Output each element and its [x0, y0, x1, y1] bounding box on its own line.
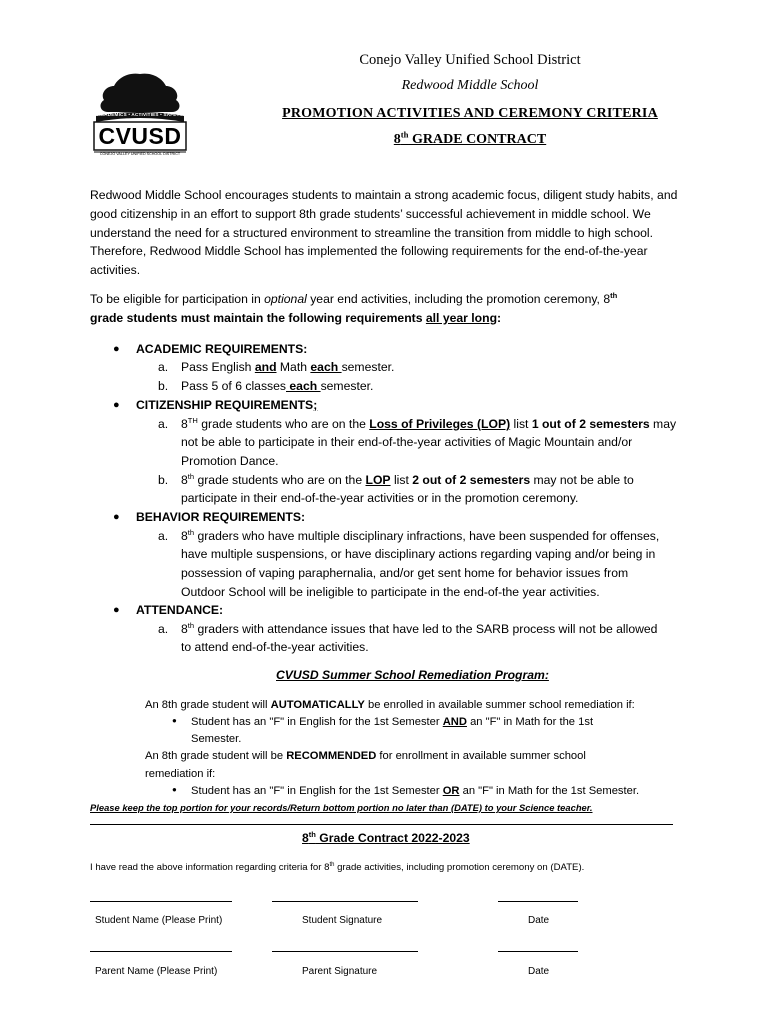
- recommend-text-line2: remediation if:: [145, 768, 216, 780]
- student-name-line[interactable]: [90, 901, 232, 902]
- academic-a-label: a.: [158, 360, 169, 374]
- logo-banner: ACADEMICS • ACTIVITIES • SAFETY: [97, 112, 183, 117]
- bullet-icon: ●: [113, 343, 120, 355]
- summer-school-heading: CVUSD Summer School Remediation Program:: [276, 668, 549, 682]
- academic-heading: ACADEMIC REQUIREMENTS:: [136, 342, 308, 356]
- student-signature-line[interactable]: [272, 901, 418, 902]
- parent-signature-label: Parent Signature: [302, 966, 378, 977]
- citizenship-a-line2: not be able to participate in their end-of-the-year activities of Magic Mountain and/or: [181, 435, 633, 449]
- parent-date-line[interactable]: [498, 951, 578, 952]
- bullet-icon: ●: [113, 511, 120, 523]
- citizenship-a-line3: Promotion Dance.: [181, 454, 279, 468]
- logo-text: CVUSD: [98, 123, 182, 149]
- attendance-heading: ATTENDANCE:: [136, 603, 224, 617]
- citizenship-a-label: a.: [158, 417, 169, 431]
- bullet-icon: ●: [113, 399, 120, 411]
- document-title: PROMOTION ACTIVITIES AND CEREMONY CRITERIA: [282, 106, 658, 121]
- logo-caption: CONEJO VALLEY UNIFIED SCHOOL DISTRICT: [99, 152, 181, 156]
- citizenship-b-label: b.: [158, 473, 169, 487]
- academic-b: Pass 5 of 6 classes each semester.: [181, 379, 374, 393]
- behavior-a: 8th graders who have multiple disciplinary infractions, have been suspended for offenses,: [181, 527, 660, 543]
- student-date-line[interactable]: [498, 901, 578, 902]
- parent-signature-line[interactable]: [272, 951, 418, 952]
- attendance-a-label: a.: [158, 622, 169, 636]
- citizenship-heading: CITIZENSHIP REQUIREMENTS;: [136, 398, 318, 412]
- school-name: Redwood Middle School: [401, 78, 539, 93]
- academic-a: Pass English and Math each semester.: [181, 360, 395, 374]
- student-name-label: Student Name (Please Print): [95, 915, 223, 926]
- district-name: Conejo Valley Unified School District: [359, 52, 581, 68]
- citizenship-a: 8TH grade students who are on the Loss of Privileges (LOP) list 1 out of 2 semesters may: [181, 415, 677, 431]
- acknowledgement-text: I have read the above information regarding criteria for 8th grade activities, including promotion ceremony on (DATE).: [90, 861, 585, 873]
- auto-enroll-text: An 8th grade student will AUTOMATICALLY be enrolled in available summer school remediation if:: [145, 699, 635, 711]
- intro-paragraph: Redwood Middle School encourages students to maintain a strong academic focus, diligent study habits, and good citizenship in an effort to support 8th grade students’ successful achievement in middle school. We understand the need for a structured environment to streamline the transition from middle to high school. Therefore, Redwood Middle School has implemented the following requirements for the end-of-the-year activities.: [90, 188, 678, 278]
- parent-name-label: Parent Name (Please Print): [95, 966, 218, 977]
- recommend-text: An 8th grade student will be RECOMMENDED for enrollment in available summer school: [145, 750, 586, 762]
- attendance-a: 8th graders with attendance issues that have led to the SARB process will not be allowed: [181, 620, 658, 636]
- return-instructions: Please keep the top portion for your records/Return bottom portion no later than (DATE) to your Science teacher.: [90, 802, 593, 813]
- contract-subtitle: 8th GRADE CONTRACT: [393, 129, 547, 147]
- attendance-a-line2: to attend end-of-the-year activities.: [181, 640, 369, 654]
- contract-title: 8th Grade Contract 2022-2023: [302, 829, 470, 845]
- behavior-heading: BEHAVIOR REQUIREMENTS:: [136, 510, 306, 524]
- bullet-icon: ●: [172, 785, 177, 794]
- citizenship-b-line2: participate in their end-of-the-year activities or in the promotion ceremony.: [181, 491, 579, 505]
- behavior-a-line3: possession of vaping paraphernalia, and/or get sent home for behavior issues from: [181, 566, 629, 580]
- parent-date-label: Date: [528, 966, 550, 977]
- citizenship-b: 8th grade students who are on the LOP list 2 out of 2 semesters may not be able to: [181, 471, 634, 487]
- auto-enroll-item-line2: Semester.: [191, 733, 242, 745]
- cvusd-logo: [88, 68, 192, 158]
- auto-enroll-item: Student has an "F" in English for the 1st Semester AND an "F" in Math for the 1st: [191, 716, 594, 728]
- behavior-a-line4: Outdoor School will be ineligible to participate in the end-of-the year activities.: [181, 585, 600, 599]
- cut-line: [90, 824, 673, 825]
- parent-name-line[interactable]: [90, 951, 232, 952]
- behavior-a-line2: have multiple suspensions, or have disciplinary actions regarding vaping and/or being in: [181, 547, 656, 561]
- academic-b-label: b.: [158, 379, 169, 393]
- behavior-a-label: a.: [158, 529, 169, 543]
- bullet-icon: ●: [113, 604, 120, 616]
- bullet-icon: ●: [172, 716, 177, 725]
- eligibility-paragraph: To be eligible for participation in optional year end activities, including the promotion ceremony, 8th grade students must maintain the following requirements all year long:: [90, 290, 618, 325]
- student-date-label: Date: [528, 915, 550, 926]
- student-signature-label: Student Signature: [302, 915, 383, 926]
- recommend-item: Student has an "F" in English for the 1st Semester OR an "F" in Math for the 1st Semester.: [191, 785, 640, 797]
